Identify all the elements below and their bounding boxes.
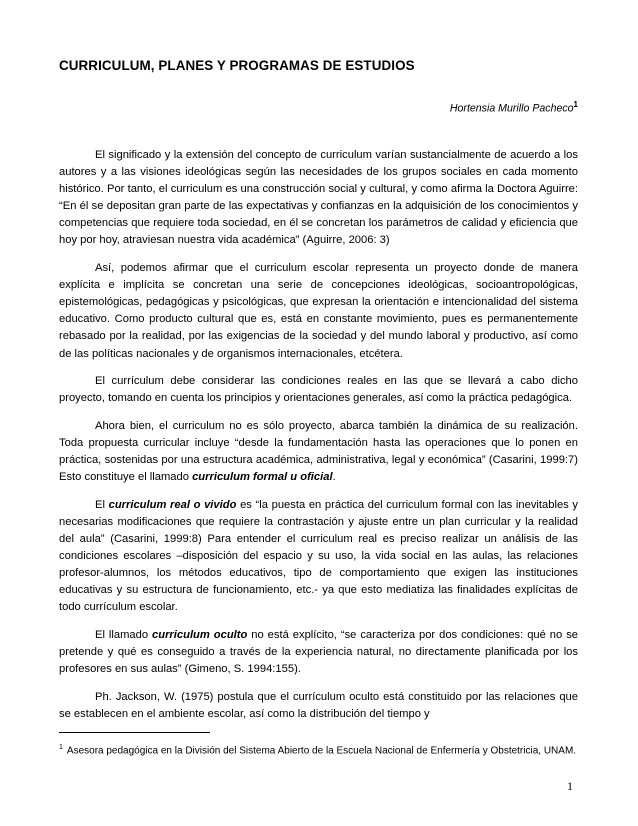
paragraph-text: El significado y la extensión del concepto de curriculum varían sustancialmente de acuerdo a los autores y a las visiones ideológicas según las necesidades de los grupos sociales en cada momento histórico. Por tanto, el curriculum es una construcción social y cultural, y como afirma la Doctora Aguirre: “En él se depositan gran parte de las expectativas y confianzas en la adquisición de los conocimientos y competencias que requiere toda sociedad, en él se concretan los parámetros de calidad y eficiencia que hoy por hoy, atraviesan nuestra vida académica” (Aguirre, 2006: 3) xyxy=(59,149,578,247)
author-line xyxy=(450,100,578,115)
document-title: CURRICULUM, PLANES Y PROGRAMAS DE ESTUDIOS xyxy=(59,58,415,73)
paragraph xyxy=(59,418,578,486)
paragraph-text: El xyxy=(95,498,109,511)
emphasized-term: curriculum real o vivido xyxy=(108,498,237,511)
paragraph-text: Así, podemos afirmar que el curriculum escolar representa un proyecto donde de manera explícita e implícita se concretan una serie de concepciones ideológicas, socioantropológicas, epistemológicas, pedagógicas y psicológicas, que expresan la orientación e intencionalidad del sistema educativo. Como producto cultural que es, está en constante movimiento, pues es permanentemente rebasado por la realidad, por las exigencias de la sociedad y del mundo laboral y productivo, así como de las políticas nacionales y de organismos internacionales, etcétera. xyxy=(59,262,578,360)
emphasized-term: curriculum formal u oficial xyxy=(192,471,333,484)
paragraph xyxy=(59,689,578,723)
author-footnote-mark: 1 xyxy=(573,100,578,109)
paragraph-text: El llamado xyxy=(95,628,153,641)
footnote xyxy=(59,740,578,758)
paragraph xyxy=(59,627,578,678)
page-number: 1 xyxy=(567,779,573,793)
author-name: Hortensia Murillo Pacheco xyxy=(449,102,574,115)
footnote-text: Asesora pedagógica en la División del Sistema Abierto de la Escuela Nacional de Enfermería y Obstetricia, UNAM. xyxy=(66,745,577,757)
paragraph-text: es “la puesta en práctica del curriculum formal con las inevitables y necesarias modificaciones que requiere la contrastación y ajuste entre un plan curricular y la realidad del aula” (Casarini, 1999:8) Para entender el curriculum real es preciso realizar un análisis de las condiciones escolares –disposición del espacio y su uso, la vida social en las aulas, las relaciones profesor-alumnos, los métodos educativos, tipo de comportamiento que exigen las instituciones educativas y su estructura de funcionamiento, etc.- ya que esto mediatiza las finalidades explícitas de todo currículum escolar. xyxy=(59,498,578,614)
paragraph xyxy=(59,497,578,617)
emphasized-term: curriculum oculto xyxy=(152,628,248,641)
footnote-separator xyxy=(59,732,210,733)
paragraph xyxy=(59,147,578,250)
paragraph-text: El currículum debe considerar las condiciones reales en las que se llevará a cabo dicho proyecto, tomando en cuenta los principios y orientaciones generales, así como la práctica pedagógica. xyxy=(59,375,578,405)
paragraph-text: no está explícito, “se caracteriza por dos condiciones: qué no se pretende y qué es conseguido a través de la experiencia natural, no directamente planificada por los profesores en sus aulas” (Gimeno, S. 1994:155). xyxy=(59,628,579,676)
paragraph-text: . xyxy=(332,471,336,484)
paragraph-text: Ahora bien, el curriculum no es sólo proyecto, abarca también la dinámica de su realización. Toda propuesta curricular incluye “desde la fundamentación hasta las operaciones que lo ponen en práctica, sostenidas por una estructura académica, administrativa, legal y económica” (Casarini, 1999:7) Esto constituye el llamado xyxy=(59,419,578,484)
paragraph-text: Ph. Jackson, W. (1975) postula que el currículum oculto está constituido por las relaciones que se establecen en el ambiente escolar, así como la distribución del tiempo y xyxy=(59,690,578,720)
paragraph xyxy=(59,260,578,363)
document-body xyxy=(59,147,578,733)
paragraph xyxy=(59,373,578,407)
footnote-mark: 1 xyxy=(59,744,63,751)
